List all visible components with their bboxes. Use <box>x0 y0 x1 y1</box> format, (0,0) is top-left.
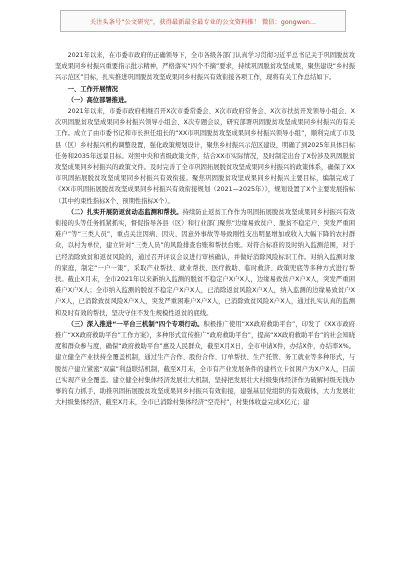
body-paragraph-3: 积极推广使用“XX政府救助平台”，印发了《XX市政府推广“XX政府救助平台”工作方案》，多种形式宣传推广“政府救助平台”，提高“XX政府救助平台”的社会知晓度和群众参与度，确保“政府救助平台”惠及人民群众，截至X月X日，全市申请X件，办结X件，办结率X%。建立健全产业扶持全覆盖机制，通过生产合作、股份合作、订单帮扶、生产托管、务工就业等多种形式，与脱贫户建立紧密“双赢”利益联结机制，截至X月末，全市有产业发展条件的建档立卡贫困户为X户X人，目前已实现产业全覆盖。建立健全村集体经济发展壮大机制，坚持把发展壮大村级集体经济作为破解村级无钱办事的有力抓手，助推巩固拓展脱贫攻坚成果同乡村振兴有效衔接，建强基层党组织的有效载体，大力发展壮大村级集体经济，截至X月末，全市已消除村集体经济“空壳村”，村集体收益完成X亿元；建 <box>55 320 355 407</box>
intro-paragraph: 2021年以来，在市委市政府的正确领导下，全市各级各部门认真学习贯彻习近平总书记关于巩固脱贫攻坚成果同乡村振兴重要指示批示精神，严格落实“四个不摘”要求，持续巩固脱贫攻坚成果，聚焦建设“乡村振兴示范区”目标，扎实推进巩固脱贫攻坚成果同乡村振兴有效衔接各项工作，现将有关工作总结如下。 <box>55 52 355 82</box>
section-heading-1: 一、工作开展情况 <box>67 85 118 93</box>
subsection-heading-1: （一）高位部署推进。 <box>67 96 131 104</box>
subsection-heading-3: （三）深入推进“一平台三机制”四个专项行动。 <box>67 320 204 328</box>
body-paragraph-2: 持续防止返贫工作作为巩固拓展脱贫攻坚成果同乡村振兴有效衔接的头等任务抓紧抓实，督促指导各县（区）和行业部门聚焦“边缘易致贫户、脱贫不稳定户、突发严重困难户”等“三类人员”，重点关注因病、因灾、因意外事故等导致刚性支出明显增加或收入大幅下降的农村群众，以村为单位，建立针对“三类人员”的风险排查台账和帮扶台账。对符合标准的及时纳入监测范围，对于已经消除致贫和返贫风险的，通过召开评议会议进行审核确认，并做好消除风险标识工作。对纳入监测对象的家庭，制定“一户一策”，采取产业帮扶、就业帮扶、医疗救助、临时救济、政策兜底等多种方式进行帮扶。截止X月末，全市2021年以来新纳入监测的脱贫不稳定户X户X人，边缘易致贫户X户X人，突发严重困难户X户X人；全市纳入监测的脱贫不稳定户X户X人，已消除返贫风险X户X人，纳入监测的边缘易致贫户X户X人，已消除致贫风险X户X人，突发严重困难户X户X人，已消除致贫风险X户X人，通过扎实认真的监测和及时有效的帮扶，坚决守住不发生规模性返贫的底线。 <box>55 208 356 317</box>
subsection-heading-2: （二）扎实开展防返贫动态监测和帮扶。 <box>67 208 183 216</box>
document-body <box>55 50 355 409</box>
header-banner <box>60 10 346 32</box>
body-paragraph-1: 2021年以来，市委市政府相继召开X次市委常委会、X次市政府常务会、X次市扶贫开发领导小组会、X次巩固脱贫攻坚成果同乡村振兴领导小组会、X次专题会议，研究部署巩固脱贫攻坚成果同乡村振兴的有关工作。成立了由市委书记和市长担任组长的“XX市巩固脱贫攻坚成果同乡村振兴领导小组”，顺利完成了市及县（区）乡村振兴机构调整设置，强化政策规划设计，聚焦乡村振兴示范区建设，明确了到2025年具体目标任务和2035年远景目标。对照中央和省级政策文件，结合XX市实际情况，及时制定出台了X份涉及巩固脱贫攻坚成果同乡村振兴的政策文件。及时完善了全市巩固拓展脱贫攻坚成果同乡村振兴的政策体系，确保了XX市巩固拓展脱贫攻坚成果同乡村振兴有效衔接。聚焦巩固脱贫攻坚成果同乡村振兴主要目标，编制完成了《XX市巩固拓展脱贫攻坚成果同乡村振兴有效衔接规划（2021—2025年）》，规划设置了X个主要发展指标（其中约束性指标X个、预期性指标X个）。 <box>55 108 355 205</box>
banner-text: 关注头条号“公文研究”，获得最新最全最专业的公文资料推！ 微信：gongwen... <box>89 18 317 26</box>
